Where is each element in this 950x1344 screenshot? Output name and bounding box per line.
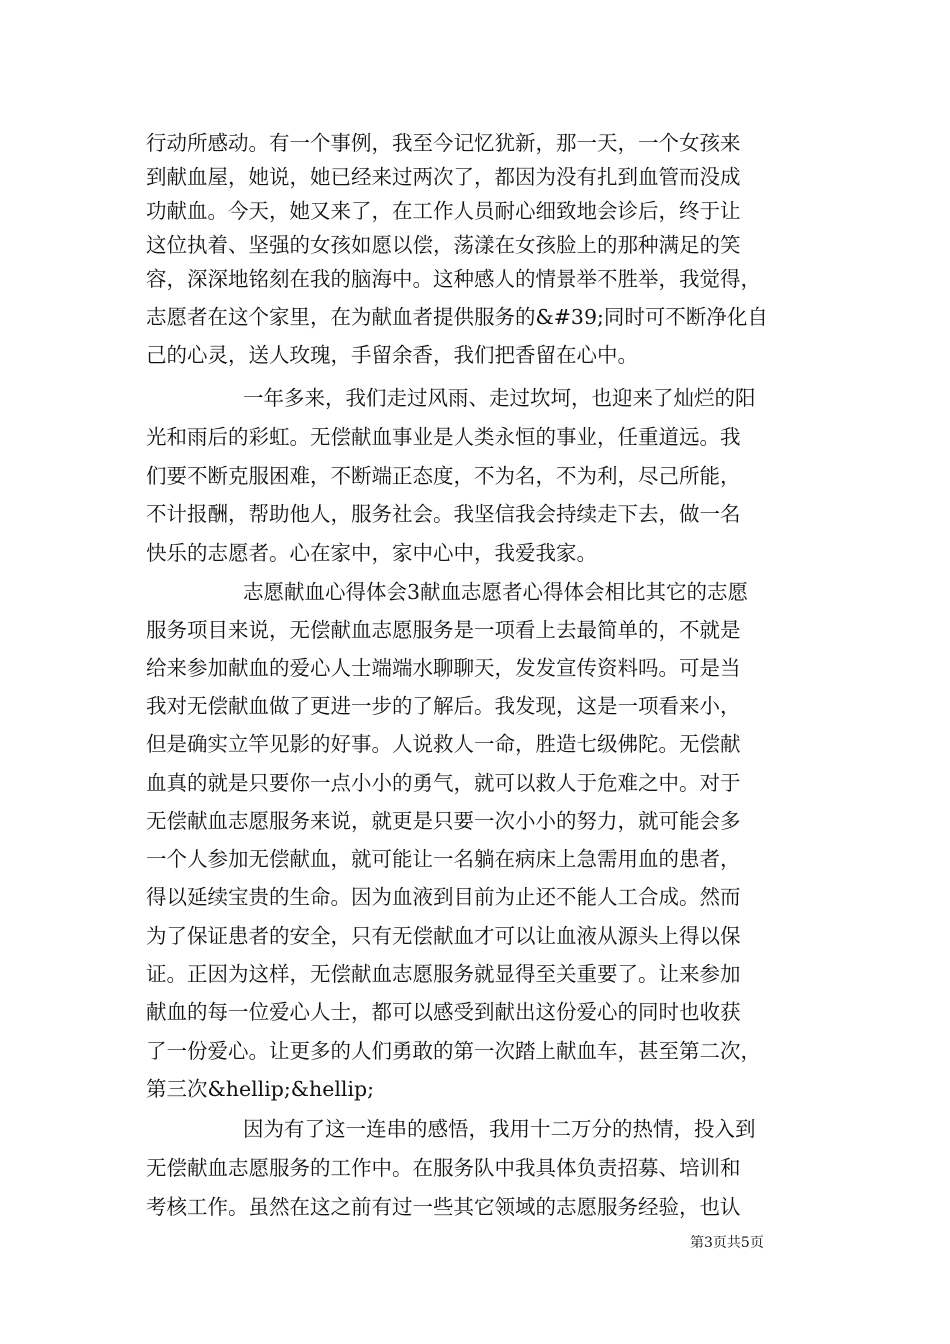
- text-line: 考核工作。虽然在这之前有过一些其它领域的志愿服务经验，也认: [146, 1195, 741, 1219]
- text-line: 献血的每一位爱心人士，都可以感受到献出这份爱心的同时也收获: [146, 1000, 741, 1024]
- page-number-footer: 第3页共5页: [690, 1235, 764, 1251]
- text-line: 快乐的志愿者。心在家中，家中心中，我爱我家。: [146, 541, 597, 565]
- text-line: 行动所感动。有一个事例，我至今记忆犹新，那一天，一个女孩来: [146, 131, 741, 155]
- text-line: 第三次&hellip;&hellip;: [146, 1077, 375, 1101]
- text-line: 不计报酬，帮助他人，服务社会。我坚信我会持续走下去，做一名: [146, 502, 741, 526]
- text-line: 志愿者在这个家里，在为献血者提供服务的&#39;同时可不断净化自: [146, 305, 768, 329]
- text-line: 为了保证患者的安全，只有无偿献血才可以让血液从源头上得以保: [146, 924, 741, 948]
- text-line: 无偿献血志愿服务来说，就更是只要一次小小的努力，就可能会多: [146, 809, 741, 833]
- text-line: 己的心灵，送人玫瑰，手留余香，我们把香留在心中。: [146, 343, 638, 367]
- text-line: 光和雨后的彩虹。无偿献血事业是人类永恒的事业，任重道远。我: [146, 425, 741, 449]
- text-line: 证。正因为这样，无偿献血志愿服务就显得至关重要了。让来参加: [146, 962, 741, 986]
- paragraph-start-line: 因为有了这一连串的感悟，我用十二万分的热情，投入到: [243, 1117, 756, 1141]
- paragraph-start-line: 志愿献血心得体会3献血志愿者心得体会相比其它的志愿: [243, 580, 749, 604]
- text-line: 到献血屋，她说，她已经来过两次了，都因为没有扎到血管而没成: [146, 165, 741, 189]
- text-line: 们要不断克服困难，不断端正态度，不为名，不为利，尽己所能，: [146, 464, 741, 488]
- text-line: 服务项目来说，无偿献血志愿服务是一项看上去最简单的，不就是: [146, 618, 741, 642]
- text-line: 给来参加献血的爱心人士端端水聊聊天，发发宣传资料吗。可是当: [146, 656, 741, 680]
- text-line: 了一份爱心。让更多的人们勇敢的第一次踏上献血车，甚至第二次，: [146, 1039, 761, 1063]
- text-line: 我对无偿献血做了更进一步的了解后。我发现，这是一项看来小，: [146, 694, 741, 718]
- text-line: 血真的就是只要你一点小小的勇气，就可以救人于危难之中。对于: [146, 771, 741, 795]
- text-line: 这位执着、坚强的女孩如愿以偿，荡漾在女孩脸上的那种满足的笑: [146, 233, 741, 257]
- text-line: 一个人参加无偿献血，就可能让一名躺在病床上急需用血的患者，: [146, 847, 741, 871]
- text-line: 但是确实立竿见影的好事。人说救人一命，胜造七级佛陀。无偿献: [146, 732, 741, 756]
- text-line: 功献血。今天，她又来了，在工作人员耐心细致地会诊后，终于让: [146, 199, 741, 223]
- text-line: 容，深深地铭刻在我的脑海中。这种感人的情景举不胜举，我觉得，: [146, 267, 761, 291]
- text-line: 得以延续宝贵的生命。因为血液到目前为止还不能人工合成。然而: [146, 885, 741, 909]
- paragraph-start-line: 一年多来，我们走过风雨、走过坎坷，也迎来了灿烂的阳: [243, 386, 756, 410]
- text-line: 无偿献血志愿服务的工作中。在服务队中我具体负责招募、培训和: [146, 1156, 741, 1180]
